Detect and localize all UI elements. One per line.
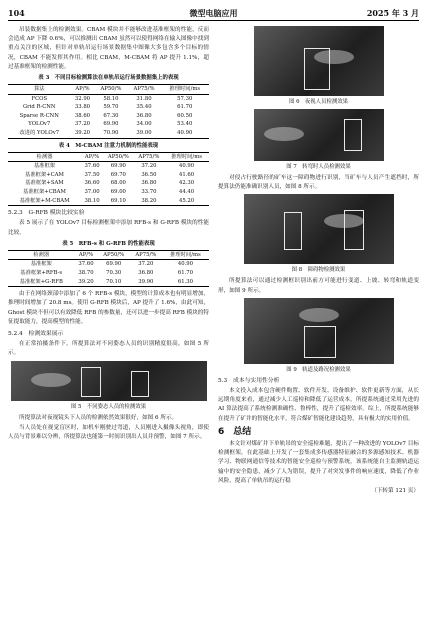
- th: 推理时间/ms: [171, 153, 202, 160]
- cell: 37.20: [74, 121, 91, 128]
- figure7-image: [254, 109, 384, 161]
- cell: 59.70: [103, 104, 119, 111]
- table3-caption: 表 3 不同目标检测算法在单轨吊运行场景数据集上的表现: [38, 75, 179, 82]
- cell: 70.90: [103, 129, 119, 136]
- cell: 基准框架+CAM: [25, 171, 64, 178]
- cell: YOLOv7: [28, 121, 51, 128]
- cell: 37.20: [141, 163, 157, 170]
- th: 算法: [33, 86, 45, 93]
- table-row: [8, 171, 209, 180]
- figure5-caption: 图 5 不同姿态人员的检测效果: [70, 403, 147, 410]
- paragraph: 由于在网络颈部中添加了 6 个 RFB-s 模块，模型的计算成本也有明显增加，推理时间增加了 20.8 ms。使用 G-RFB 模块后，AP 提升了 1.6%，由此可知，Ghost 模块不但可以有效降低 RFB 的参数量，还可以进一步提高 RFB 模块的特征提取能力，提高模型的性能。: [8, 291, 209, 325]
- paragraph: 所提算法可以通过检测框识别出前方可能进行变道、上坡、转弯和轨道变形，如图 9 所示。: [218, 278, 419, 294]
- table-row: [8, 179, 209, 188]
- table3: [8, 84, 209, 139]
- figure6-caption: 图 6 夜视人员检测效果: [288, 99, 349, 105]
- table-row: [8, 260, 209, 269]
- cell: 57.30: [177, 95, 193, 102]
- figure9-image: [244, 298, 394, 364]
- paragraph: 本文投入成本包含硬件购置、软件开发、设备维护、软件更新等方面，从长远期角度来看，通过减少人工巡检和降低了运营成本。所提系统通过采用先进的 AI 算法提高了系统检测准确性、鲁棒性，提升了巡检效率。综上，所提系统能够在提升了矿井的智能化水平，符合煤矿智能化建设趋势，具有极大的实用价值。: [218, 388, 419, 422]
- cell: 37.50: [84, 171, 100, 178]
- table5: [8, 250, 209, 287]
- table-row: [8, 269, 209, 278]
- figure5-image: [11, 361, 207, 401]
- cell: 61.30: [177, 278, 194, 285]
- cell: 70.30: [106, 269, 122, 276]
- paragraph: 在正常拍摄条件下，所提算法对不同姿态人员的识别精度很高，如图 5 所示。: [8, 341, 209, 357]
- table-row: [8, 162, 209, 171]
- th: AP/%: [84, 153, 100, 160]
- paragraph: 表 5 展示了在 YOLOv7 目标检测框架中添加 RFB-s 和 G-RFB 模块的性能比较。: [8, 220, 209, 236]
- figure7-caption: 图 7 转弯时人员检测效果: [286, 164, 351, 170]
- table-row: [8, 129, 209, 138]
- section-heading-conclusion: 6 总结: [218, 426, 252, 437]
- cell: 40.90: [179, 163, 195, 170]
- cell: 32.90: [74, 95, 91, 102]
- page-number: 104: [8, 8, 25, 18]
- th: 检测器: [33, 251, 50, 258]
- cell: 37.00: [84, 188, 100, 195]
- paragraph: 吊装数据集上的检测效果。CBAM 模块并不能够改进基准框架的性能，反而会造成 AP 下降 0.6%，可以推测出 CBAM 虽然可以使得网络在输入图像中找到重点关注的区域，但针对单轨吊运行场景数据集中图像大多包含多个目标的情况，CBAM 不能发挥其作用。相比 CBAM，M-CBAM 将 AP 提升 1.1%，超过基准框架的检测性能。: [8, 27, 209, 70]
- table-row: [8, 112, 209, 121]
- cell: 33.70: [141, 188, 157, 195]
- journal-name: 微型电脑应用: [189, 8, 238, 18]
- right-column: [218, 26, 419, 496]
- table4-caption: 表 4 M-CBAM 注意力机制的性能表现: [58, 142, 159, 149]
- th: AP75/%: [138, 153, 160, 160]
- table5-caption: 表 5 RFB-s 和 G-RFB 的性能表现: [62, 240, 155, 247]
- table-row: [8, 188, 209, 197]
- cell: 37.60: [84, 163, 100, 170]
- cell: 38.70: [78, 269, 94, 276]
- cell: 34.00: [136, 121, 152, 128]
- cell: 基准框架+M-CBAM: [19, 197, 70, 204]
- cell: 45.20: [179, 197, 195, 204]
- cell: 改进的 YOLOv7: [19, 129, 60, 136]
- cell: 69.90: [106, 261, 122, 268]
- cell: 69.70: [110, 171, 126, 178]
- table-row: [8, 103, 209, 112]
- table4: [8, 152, 209, 207]
- cell: 67.30: [103, 112, 119, 119]
- cell: 35.40: [136, 104, 152, 111]
- cell: Sparse R-CNN: [19, 112, 59, 119]
- cell: 基准框架+SAM: [25, 180, 64, 187]
- cell: 69.00: [110, 188, 126, 195]
- cell: 53.40: [177, 121, 193, 128]
- table-row: [8, 278, 209, 287]
- cell: 36.60: [84, 180, 100, 187]
- cell: 36.80: [136, 112, 152, 119]
- cell: 39.90: [138, 278, 154, 285]
- cell: 36.80: [138, 269, 154, 276]
- cell: 61.70: [177, 104, 193, 111]
- cell: 40.90: [177, 129, 193, 136]
- cell: 39.20: [78, 278, 94, 285]
- th: 推理时间/ms: [170, 251, 201, 258]
- section-heading: 5.2.4 检测效果展示: [8, 330, 64, 337]
- left-column: [8, 26, 209, 443]
- figure6-image: [254, 26, 384, 96]
- cell: 58.10: [103, 95, 119, 102]
- page-header: [8, 8, 419, 21]
- cell: 61.70: [177, 269, 194, 276]
- th: AP/%: [78, 251, 94, 258]
- th: AP75/%: [135, 251, 157, 258]
- figure8-caption: 图 8 障碍物检测效果: [291, 267, 346, 274]
- paragraph: 对侵占行驶路径的矿车这一障碍物进行识别，当矿车与人员产生遮挡时，所提算法仍能准确识别人员，如图 8 所示。: [218, 175, 419, 191]
- figure9-caption: 图 9 轨道及路况检测效果: [286, 366, 351, 373]
- cell: 38.20: [141, 197, 157, 204]
- cell: Grid R-CNN: [22, 104, 56, 111]
- cell: 36.50: [141, 171, 157, 178]
- table-row: [8, 120, 209, 129]
- cell: 37.60: [78, 261, 94, 268]
- th: AP75/%: [133, 86, 155, 93]
- cell: 69.90: [110, 163, 126, 170]
- paragraph: 所提算法对夜视镜头下人员的检测依然效果很好，如图 6 所示。: [19, 414, 178, 421]
- paragraph: 本文针对煤矿井下单轨吊的安全巡检难题，提出了一种改进的 YOLOv7 目标检测框架，在此基础上开发了一套集成多传感器特征融合的多源感知技术、机器学习、物联网通信等技术的智能安全巡检与预警系统。该系统能自主监测轨道运输中的安全隐患，减少了人为错误，提升了对突发事件的响应速度，降低了作业风险，提高了单轨吊的运行稳: [218, 441, 419, 484]
- cell: 69.90: [103, 121, 119, 128]
- cell: 38.10: [84, 197, 100, 204]
- th: AP/%: [75, 86, 90, 93]
- cell: 41.60: [179, 171, 195, 178]
- table-row: [8, 94, 209, 103]
- th: AP50/%: [107, 153, 129, 160]
- cell: 基准框架+CBAM: [23, 188, 66, 195]
- cell: 39.20: [74, 129, 91, 136]
- cell: 38.60: [74, 112, 91, 119]
- continued-note: （下转第 121 页）: [371, 488, 419, 495]
- cell: FCOS: [31, 95, 48, 102]
- cell: 69.10: [110, 197, 126, 204]
- cell: 37.20: [138, 261, 154, 268]
- cell: 42.30: [179, 180, 195, 187]
- th: AP50/%: [100, 86, 122, 93]
- table-row: [8, 197, 209, 206]
- cell: 基准框架: [33, 163, 56, 170]
- cell: 基准框架+RFB-s: [20, 269, 63, 276]
- issue-date: 2025 年 3 月: [366, 8, 419, 18]
- cell: 44.40: [179, 188, 195, 195]
- cell: 39.00: [136, 129, 152, 136]
- th: 推理时间/ms: [169, 86, 201, 93]
- section-heading: 5.2.3 G-RFB 模块比较实验: [8, 210, 85, 217]
- cell: 基准框架+G-RFB: [19, 278, 63, 285]
- th: 检测器: [36, 153, 53, 160]
- figure8-image: [244, 194, 394, 264]
- paragraph: 当人员处在视觉盲区时，如机车刚驶过弯道，人员刚进入摄像头视角，即使人员与背景难以分辨，所提算法也能第一时间识别出人员并预警，如图 7 所示。: [8, 424, 209, 440]
- cell: 68.00: [110, 180, 126, 187]
- section-heading: 5.3 成本与实用性分析: [218, 377, 280, 384]
- cell: 31.80: [136, 95, 152, 102]
- th: AP50/%: [103, 251, 125, 258]
- cell: 33.80: [74, 104, 91, 111]
- cell: 60.50: [177, 112, 193, 119]
- cell: 36.80: [141, 180, 157, 187]
- cell: 基准框架: [30, 261, 52, 268]
- cell: 70.10: [106, 278, 122, 285]
- cell: 40.90: [177, 261, 194, 268]
